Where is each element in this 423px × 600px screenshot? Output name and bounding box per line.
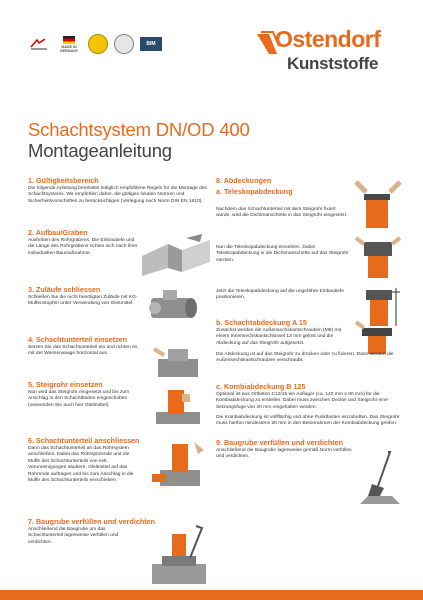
section-text: Zunächst werden die Außensechskantschrauben (M8) mit einem Innensechskantschlüssel 13 mm gelöst und die Abdeckung auf das Steigrohr aufgesetzt. <box>216 328 342 346</box>
page-title: Schachtsystem DN/OD 400 <box>28 119 250 140</box>
seal-insert-illustration <box>352 180 404 232</box>
section-6 <box>28 436 140 484</box>
made-in-germany-badge <box>56 35 82 53</box>
certification-badges <box>28 34 162 54</box>
section-8a-text-2 <box>216 244 351 264</box>
made-in-label: MADE IN <box>61 44 77 49</box>
section-text: Nun die Teleskopabdeckung einsetzen. Dabei Teleskopabdeckung in die Dichtmanschette auf das Steigrohr stecken. <box>216 245 349 263</box>
made-in-country-label: GERMANY <box>59 48 79 53</box>
award-seal-icon <box>114 34 134 54</box>
section-text: Schließen Sie die nicht benötigten Zuläufe mit KG-Muffenstopfen unter Verwendung von Gleitmittel. <box>28 295 138 307</box>
section-heading: 2. Aufbau/Graben <box>28 228 88 237</box>
section-text: Optional ist aus Ortbeton C12/15 ein Auflager (ca. 140 mm x 80 mm) für die Kombiabdeckung zu erstellen. Dabei muss zwischen Deckel und Steigrohr eine Setzungsfuge von 20 mm eingehalten werden. <box>216 392 388 410</box>
section-subheading: a. Teleskopabdeckung <box>216 187 293 196</box>
section-text: Die Abdeckung ist auf das Steigrohr zu drücken oder zu fixieren. Dann werden die Außensechskantschrauben verschraubt. <box>216 352 394 364</box>
pipe-connection-illustration <box>150 440 208 496</box>
trench-illustration <box>140 232 212 278</box>
shovel-illustration <box>358 450 402 506</box>
pipe-plug-illustration <box>145 288 207 328</box>
section-2 <box>28 228 140 257</box>
section-text: Setzen Sie das Schachtunterteil ein und richten es mit der Wasserwaage horizontal aus. <box>28 345 138 357</box>
section-heading: 3. Zuläufe schliessen <box>28 285 101 294</box>
section-1 <box>28 176 213 205</box>
section-text: Die folgende Anleitung beinhaltet lediglich empfohlene Regeln für die Montage des Schachtsystems. Wir empfehlen daher, die gültigen lokalen Normen und Sicherheitsvorschriften zu berücksichtigen (Verlegung nach Norm DIN EN 1610). <box>28 186 207 204</box>
section-heading: 4. Schachtunterteil einsetzen <box>28 335 128 344</box>
section-8c <box>216 380 401 411</box>
section-heading: 8. Abdeckungen <box>216 176 272 185</box>
section-heading: 7. Baugrube verfüllen und verdichten <box>28 517 156 526</box>
logo-text-kunststoffe: Kunststoffe <box>287 54 379 73</box>
section-text: Ausheben des Rohrgrabens. Die Einbautiefe und die Länge des Rohrgrabens richten sich nach ihrer individuellen Baumaßnahme. <box>28 238 138 256</box>
bim-badge <box>140 37 162 51</box>
section-8a-text-3 <box>216 288 351 302</box>
section-8b <box>216 316 351 347</box>
section-text: Dann das Schachtunterteil an das Rohrsystem anschließen. Dabei das Rohrspitzende und die Muffe des Schachtunterteils von evtl. Verunreinigungen säubern. Gleitmittel auf das Rohrende auftragen und bis zum Anschlag in die Muffe des Schachtunterteils einschieben. <box>28 446 134 484</box>
telescopic-cover-insert-illustration <box>352 236 404 280</box>
quality-seal-icon <box>28 35 50 53</box>
section-text: Nun wird das Steigrohr eingesetzt und bis zum Anschlag in den Schachtboden eingeschoben (verwenden Sie auch hier Gleitmittel). <box>28 390 130 408</box>
page-subtitle: Montageanleitung <box>28 140 172 161</box>
section-heading: 6. Schachtunterteil anschliessen <box>28 436 140 445</box>
section-8a-text-1 <box>216 206 351 220</box>
section-text: Die Kombiabdeckung ist vollflächig und ohne Punktlasten einzubetten. Das Steigrohr muss hierbei mindestens 20 mm in den Betonrahmen der Kombiabdeckung greifen. <box>216 415 400 427</box>
section-7 <box>28 517 156 546</box>
section-3 <box>28 285 140 308</box>
gold-seal-icon <box>88 34 108 54</box>
company-logo <box>255 24 400 76</box>
section-text: Anschließend die Baugrube lagenweise gemäß Norm verfüllen und verdichten. <box>216 448 352 460</box>
section-heading: 5. Steigrohr einsetzen <box>28 380 103 389</box>
section-5 <box>28 380 140 409</box>
section-text: Nachdem das Schachtunterteil mit dem Steigrohr fixiert wurde, wird die Dichtmanschette in das Steigrohr eingesetzt. <box>216 207 348 219</box>
section-heading: 1. Gültigkeitsbereich <box>28 176 99 185</box>
backfill-illustration <box>150 524 208 586</box>
section-text: Jetzt die Teleskopabdeckung auf die ungefähre Einbautiefe positionieren. <box>216 289 344 301</box>
section-8b-text-2 <box>216 351 401 365</box>
section-subheading: c. Kombiabdeckung B 125 <box>216 382 306 391</box>
shaft-base-level-illustration <box>150 345 206 383</box>
section-8c-text-2 <box>216 414 401 428</box>
section-4 <box>28 335 140 358</box>
section-heading: 9. Baugrube verfüllen und verdichten <box>216 438 344 447</box>
bim-label: BIM <box>146 41 156 47</box>
footer-bar <box>0 590 423 600</box>
german-flag-icon <box>63 36 75 44</box>
section-text: Anschließend die Baugrube um das Schachtunterteil lagenweise verfüllen und verdichten. <box>28 527 119 545</box>
section-9 <box>216 438 361 461</box>
logo-text-ostendorf: Ostendorf <box>275 26 381 52</box>
riser-insert-illustration <box>152 386 204 428</box>
section-subheading: b. Schachtabdeckung A 15 <box>216 318 307 327</box>
